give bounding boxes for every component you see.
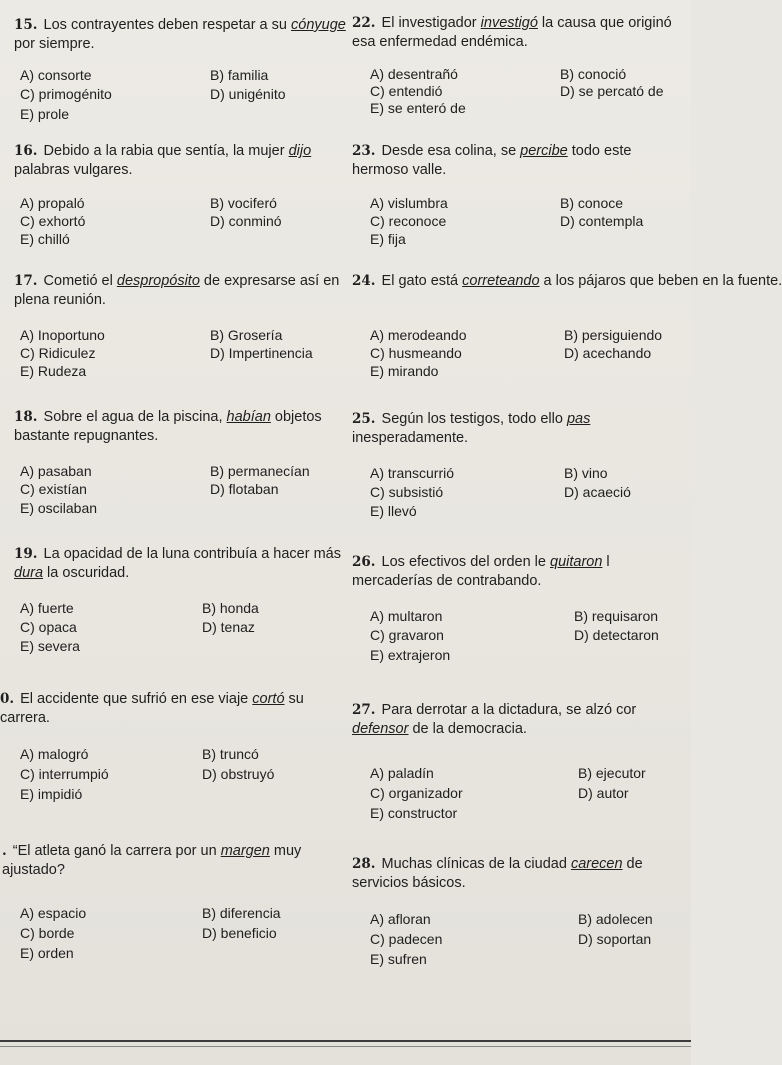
question-24-stem	[352, 272, 782, 291]
key-word: correteando	[462, 273, 540, 289]
question-number: 22.	[352, 15, 376, 31]
option-c[interactable]: C) borde	[20, 925, 75, 941]
key-word: despropósito	[116, 273, 200, 289]
stem-pre: El accidente que sufrió en ese viaje	[20, 691, 253, 707]
question-26	[352, 553, 691, 666]
option-e[interactable]: E) impidió	[20, 786, 83, 802]
key-word: quitaron	[550, 554, 603, 570]
stem-post: palabras vulgares.	[14, 162, 133, 178]
option-a[interactable]: A) afloran	[370, 911, 431, 927]
stem-post: a los pájaros que beben en la fuente.	[539, 273, 782, 289]
option-b[interactable]: B) conoció	[560, 66, 627, 82]
option-e[interactable]: E) Rudeza	[20, 363, 87, 379]
stem-pre: Los contrayentes deben respetar a su	[43, 17, 291, 33]
question-28	[352, 855, 691, 969]
option-d[interactable]: D) unigénito	[210, 86, 286, 102]
options	[14, 195, 349, 253]
question-number: 23.	[352, 143, 376, 159]
stem-post: por siempre.	[14, 36, 95, 52]
stem-post: la oscuridad.	[43, 565, 130, 581]
option-b[interactable]: B) honda	[202, 600, 259, 616]
stem-post: la causa que originó esa enfermedad endémica.	[352, 15, 672, 50]
stem-post: l mercaderías de contrabando.	[352, 554, 610, 589]
option-c[interactable]: C) padecen	[370, 931, 443, 947]
stem-post: todo este hermoso valle.	[352, 143, 632, 178]
option-c[interactable]: C) opaca	[20, 619, 77, 635]
question-22-stem	[352, 14, 691, 52]
option-d[interactable]: D) flotaban	[210, 481, 279, 497]
option-a[interactable]: A) espacio	[20, 905, 87, 921]
stem-pre: “El atleta ganó la carrera por un	[12, 843, 221, 859]
stem-pre: Desde esa colina, se	[381, 143, 521, 159]
option-a[interactable]: A) malogró	[20, 746, 89, 762]
question-17	[14, 272, 349, 385]
question-number: 17.	[14, 273, 38, 289]
options	[14, 67, 349, 125]
question-25-stem	[352, 410, 691, 448]
option-a[interactable]: A) merodeando	[370, 327, 467, 343]
stem-post: objetos bastante repugnantes.	[14, 409, 322, 444]
options	[14, 463, 349, 521]
option-d[interactable]: D) beneficio	[202, 925, 277, 941]
option-c[interactable]: C) existían	[20, 481, 87, 497]
question-19-stem	[14, 545, 349, 583]
key-word: investigó	[480, 15, 538, 31]
option-d[interactable]: D) detectaron	[574, 627, 659, 643]
key-word: defensor	[352, 721, 409, 737]
option-d[interactable]: D) Impertinencia	[210, 345, 313, 361]
option-a[interactable]: A) vislumbra	[370, 195, 448, 211]
stem-pre: Para derrotar a la dictadura, se alzó cor	[381, 702, 637, 718]
option-b[interactable]: B) vociferó	[210, 195, 277, 211]
question-20-stem	[0, 690, 349, 728]
question-15	[14, 16, 349, 125]
option-e[interactable]: E) constructor	[370, 805, 458, 821]
options	[352, 327, 691, 385]
stem-pre: Muchas clínicas de la ciudad	[381, 856, 571, 872]
option-e[interactable]: E) chilló	[20, 231, 70, 247]
page-bottom-rule	[0, 1040, 691, 1042]
option-d[interactable]: D) autor	[578, 785, 629, 801]
stem-pre: Los efectivos del orden le	[381, 554, 550, 570]
question-number: 25.	[352, 411, 376, 427]
option-c[interactable]: C) organizador	[370, 785, 463, 801]
option-e[interactable]: E) severa	[20, 638, 80, 654]
option-e[interactable]: E) mirando	[370, 363, 439, 379]
option-b[interactable]: B) persiguiendo	[564, 327, 663, 343]
options	[0, 905, 349, 963]
option-a[interactable]: A) multaron	[370, 608, 443, 624]
option-e[interactable]: E) prole	[20, 106, 70, 122]
question-21	[0, 842, 349, 963]
option-e[interactable]: E) fija	[370, 231, 406, 247]
option-d[interactable]: D) acaeció	[564, 484, 631, 500]
key-word: habían	[226, 409, 271, 425]
page-bottom-rule-thin	[0, 1046, 691, 1047]
key-word: dijo	[288, 143, 312, 159]
options	[352, 911, 691, 969]
option-d[interactable]: D) soportan	[578, 931, 652, 947]
option-a[interactable]: A) pasaban	[20, 463, 92, 479]
question-19	[14, 545, 349, 658]
question-16	[14, 142, 349, 253]
option-d[interactable]: D) acechando	[564, 345, 652, 361]
key-word: dura	[14, 565, 44, 581]
option-a[interactable]: A) Inoportuno	[20, 327, 105, 343]
option-e[interactable]: E) orden	[20, 945, 74, 961]
option-b[interactable]: B) vino	[564, 465, 608, 481]
stem-pre: La opacidad de la luna contribuía a hacer más	[43, 546, 341, 562]
option-a[interactable]: A) fuerte	[20, 600, 74, 616]
stem-post: su carrera.	[0, 691, 304, 726]
stem-post: de servicios básicos.	[352, 856, 643, 891]
option-d[interactable]: D) tenaz	[202, 619, 255, 635]
key-word: cortó	[252, 691, 285, 707]
question-number: 0.	[0, 691, 15, 707]
question-15-stem	[14, 16, 349, 54]
stem-pre: Sobre el agua de la piscina,	[43, 409, 227, 425]
stem-post: muy ajustado?	[2, 843, 302, 878]
question-18-stem	[14, 408, 349, 446]
key-word: carecen	[570, 856, 623, 872]
question-number: 15.	[14, 17, 38, 33]
question-27	[352, 701, 691, 823]
question-23	[352, 142, 691, 253]
option-c[interactable]: C) gravaron	[370, 627, 444, 643]
question-number: 24.	[352, 273, 376, 289]
option-c[interactable]: C) interrumpió	[20, 766, 109, 782]
option-c[interactable]: C) reconoce	[370, 213, 447, 229]
question-18	[14, 408, 349, 521]
option-b[interactable]: B) diferencia	[202, 905, 281, 921]
question-number: 26.	[352, 554, 376, 570]
options	[352, 66, 691, 124]
option-c[interactable]: C) entendió	[370, 83, 443, 99]
stem-post: de la democracia.	[408, 721, 527, 737]
question-number: 28.	[352, 856, 376, 872]
question-17-stem	[14, 272, 349, 310]
option-d[interactable]: D) conminó	[210, 213, 282, 229]
question-26-stem	[352, 553, 691, 591]
question-24	[352, 272, 782, 385]
option-a[interactable]: A) paladín	[370, 765, 434, 781]
question-number: 27.	[352, 702, 376, 718]
option-d[interactable]: D) obstruyó	[202, 766, 275, 782]
question-20	[0, 690, 349, 804]
options	[352, 608, 691, 666]
stem-pre: Debido a la rabia que sentía, la mujer	[43, 143, 289, 159]
question-21-stem	[0, 842, 349, 880]
option-d[interactable]: D) contempla	[560, 213, 644, 229]
option-b[interactable]: B) truncó	[202, 746, 259, 762]
question-28-stem	[352, 855, 691, 893]
options	[0, 746, 349, 804]
option-e[interactable]: E) extrajeron	[370, 647, 451, 663]
key-word: margen	[220, 843, 270, 859]
question-number: 19.	[14, 546, 38, 562]
key-word: pas	[566, 411, 591, 427]
options	[14, 600, 349, 658]
option-b[interactable]: B) requisaron	[574, 608, 659, 624]
stem-post: de expresarse así en plena reunión.	[14, 273, 340, 308]
question-number: 16.	[14, 143, 38, 159]
option-d[interactable]: D) se percató de	[560, 83, 664, 99]
stem-pre: Cometió el	[43, 273, 117, 289]
question-number: 18.	[14, 409, 38, 425]
option-c[interactable]: C) husmeando	[370, 345, 462, 361]
stem-pre: El investigador	[381, 15, 481, 31]
stem-post: inesperadamente.	[352, 430, 469, 446]
option-a[interactable]: A) propaló	[20, 195, 85, 211]
option-a[interactable]: A) transcurrió	[370, 465, 455, 481]
option-a[interactable]: A) consorte	[20, 67, 92, 83]
options	[352, 195, 691, 253]
option-a[interactable]: A) desentrañó	[370, 66, 458, 82]
option-c[interactable]: C) subsistió	[370, 484, 444, 500]
option-c[interactable]: C) exhortó	[20, 213, 86, 229]
stem-pre: El gato está	[381, 273, 463, 289]
question-16-stem	[14, 142, 349, 180]
option-b[interactable]: B) ejecutor	[578, 765, 646, 781]
question-27-stem	[352, 701, 691, 739]
option-b[interactable]: B) conoce	[560, 195, 624, 211]
option-b[interactable]: B) Grosería	[210, 327, 283, 343]
option-e[interactable]: E) oscilaban	[20, 500, 98, 516]
options	[352, 465, 691, 523]
key-word: percibe	[520, 143, 568, 159]
question-25	[352, 410, 691, 523]
option-b[interactable]: B) familia	[210, 67, 269, 83]
option-e[interactable]: E) sufren	[370, 951, 427, 967]
question-23-stem	[352, 142, 691, 180]
option-b[interactable]: B) adolecen	[578, 911, 653, 927]
option-e[interactable]: E) llevó	[370, 503, 417, 519]
option-c[interactable]: C) primogénito	[20, 86, 112, 102]
options	[352, 765, 691, 823]
option-b[interactable]: B) permanecían	[210, 463, 310, 479]
key-word: cónyuge	[291, 17, 346, 33]
stem-pre: Según los testigos, todo ello	[381, 411, 567, 427]
question-number: .	[2, 843, 7, 859]
option-e[interactable]: E) se enteró de	[370, 100, 466, 116]
question-22	[352, 14, 691, 124]
options	[14, 327, 349, 385]
option-c[interactable]: C) Ridiculez	[20, 345, 96, 361]
